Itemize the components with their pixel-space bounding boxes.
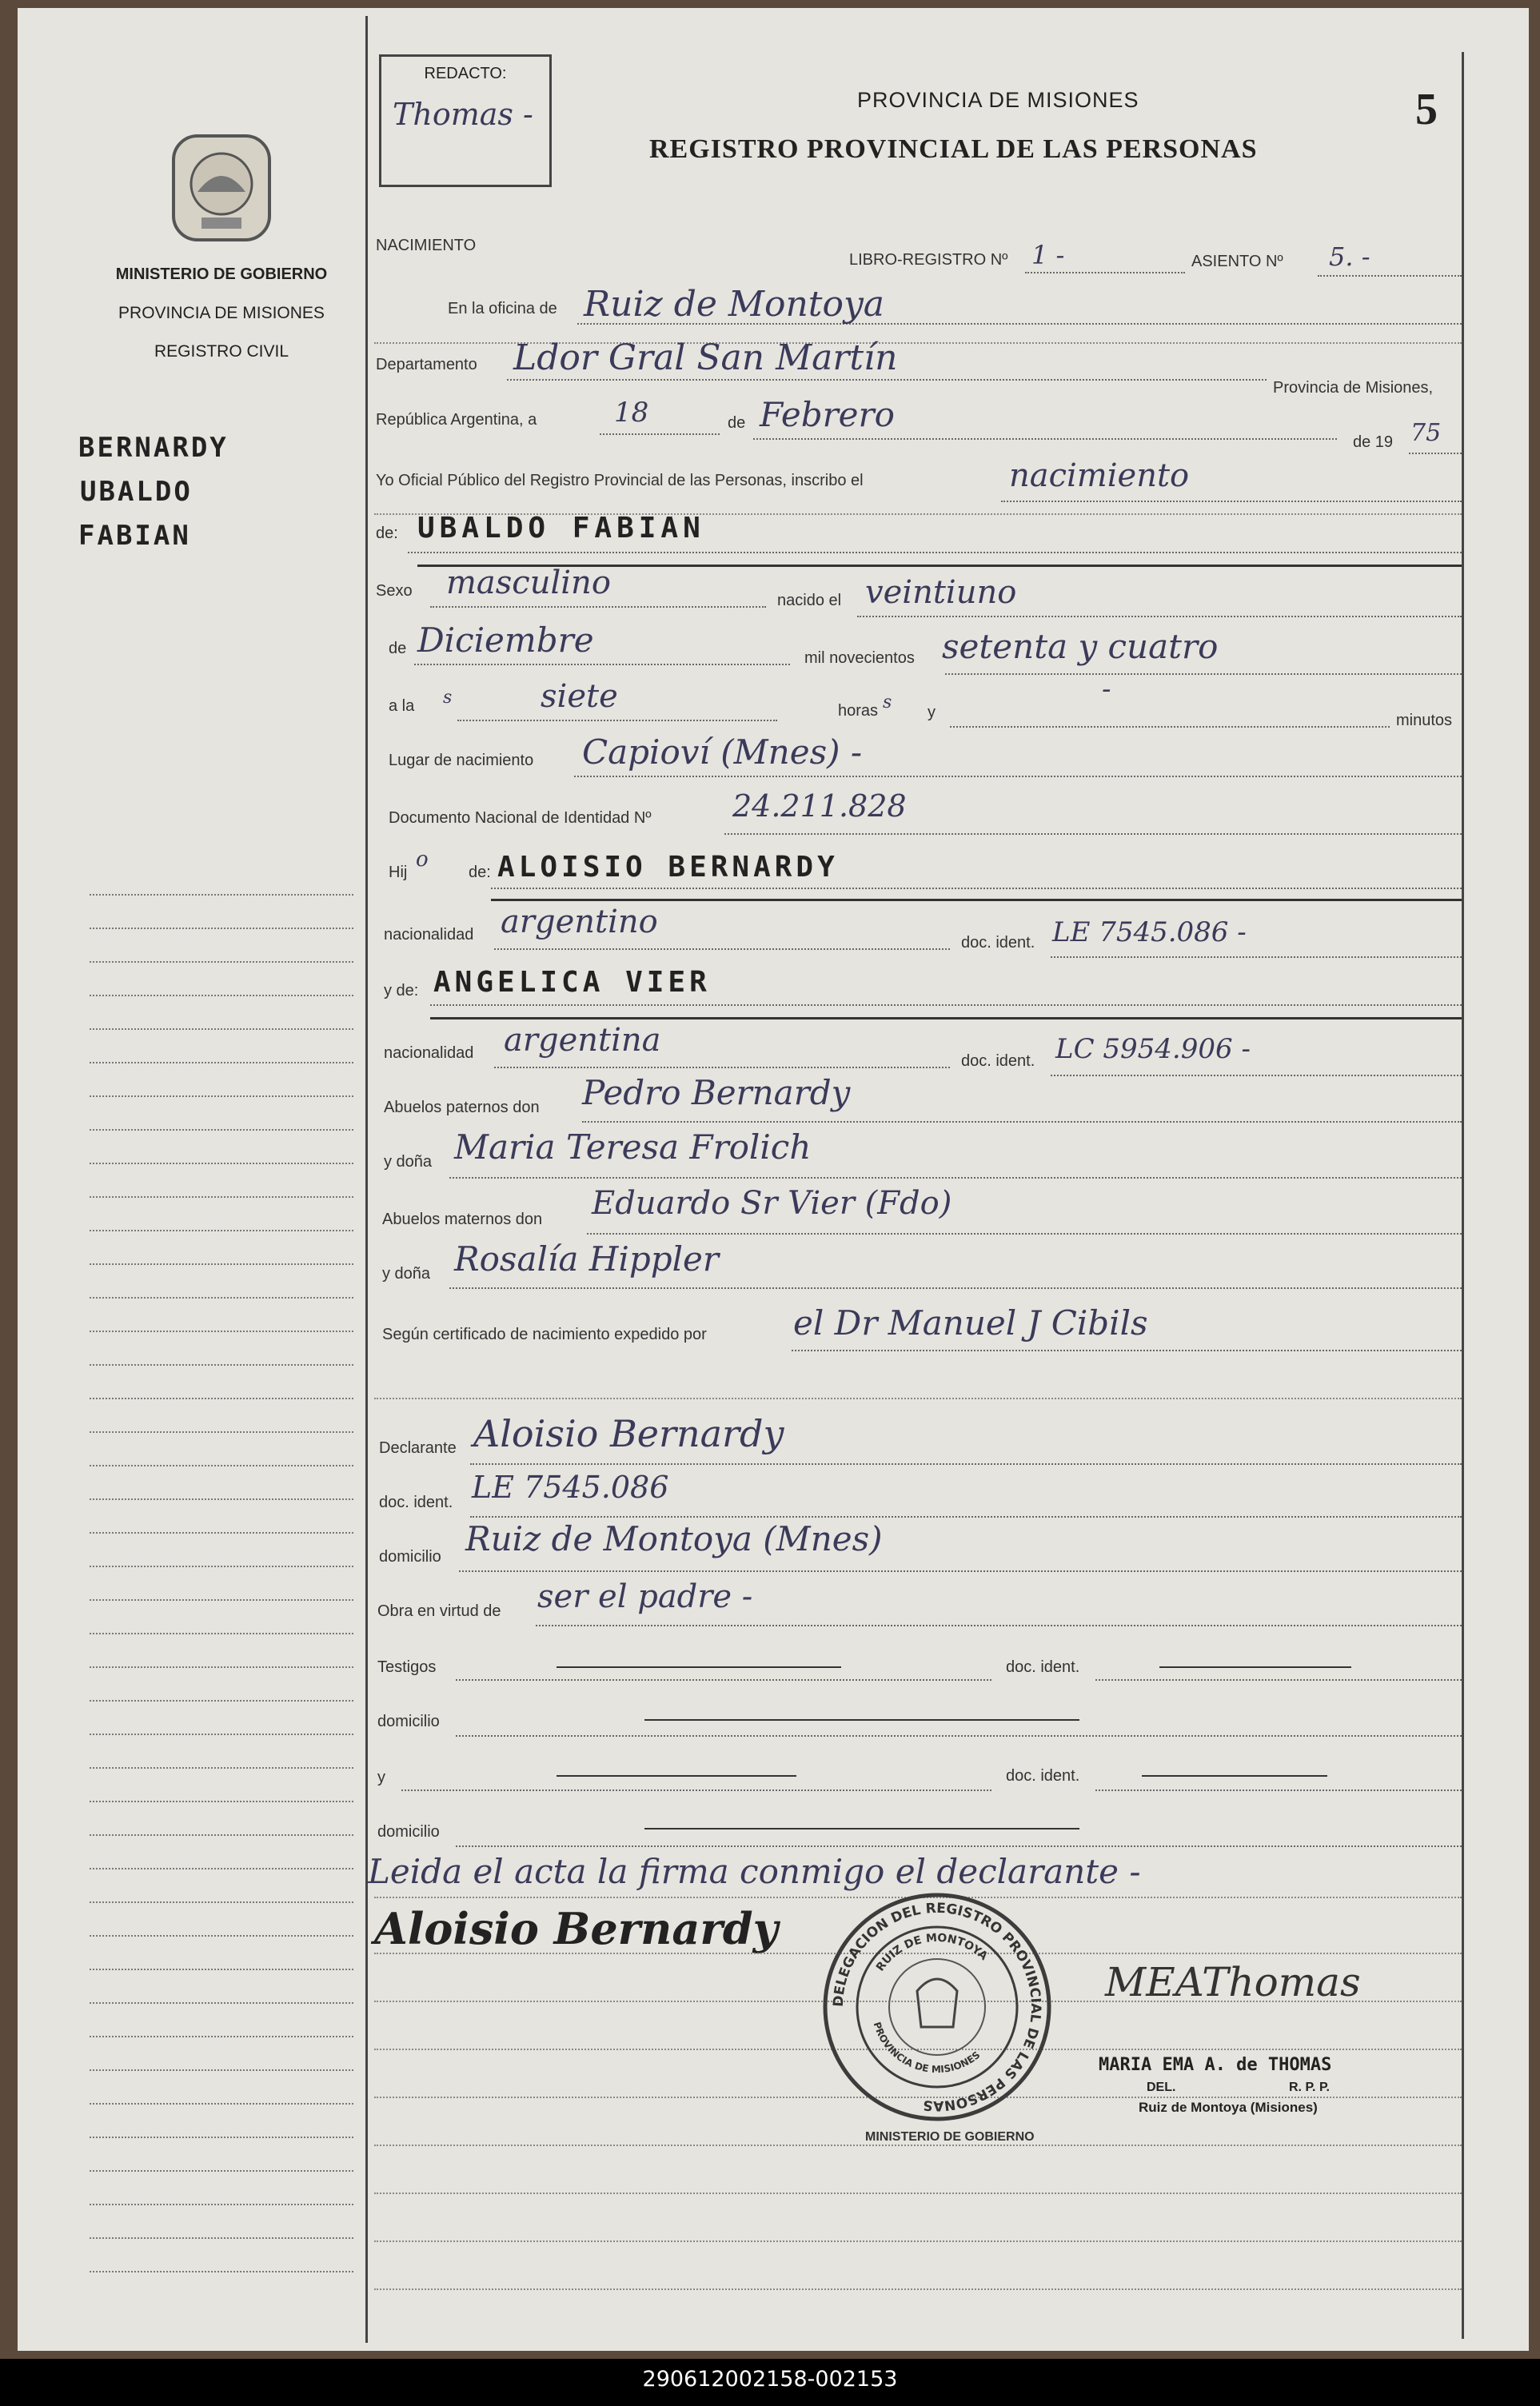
anio-nac-line — [945, 673, 1462, 675]
certificado-label: Según certificado de nacimiento expedido por — [382, 1326, 707, 1343]
oficina-label: En la oficina de — [448, 300, 557, 317]
hijo-label: Hij — [389, 864, 408, 881]
libro-value: 1 - — [1031, 240, 1065, 270]
mil-label: mil novecientos — [804, 649, 915, 667]
redacto-box — [379, 54, 552, 187]
nac-madre-label: nacionalidad — [384, 1044, 474, 1062]
nac-madre-line — [494, 1067, 950, 1068]
registry-seal — [817, 1887, 1057, 2127]
mes-nac-de-label: de — [389, 640, 407, 657]
seal-ministry-text: MINISTERIO DE GOBIERNO — [865, 2130, 1035, 2144]
declarante-value: Aloisio Bernardy — [473, 1412, 784, 1455]
ab-mat-value: Eduardo Sr Vier (Fdo) — [592, 1185, 952, 1222]
departamento-line — [507, 379, 1267, 381]
doc-madre-line — [1051, 1075, 1462, 1076]
testigos-label: Testigos — [377, 1658, 437, 1676]
asiento-line — [1318, 275, 1462, 277]
anio-line — [1409, 453, 1462, 454]
rule-9 — [374, 2145, 1462, 2146]
horas-s: s — [883, 692, 892, 712]
lugar-line — [574, 776, 1462, 777]
nombre-value: UBALDO FABIAN — [417, 512, 705, 545]
hijo-suffix: o — [416, 848, 429, 872]
doc-padre-line — [1051, 956, 1462, 958]
sidebar-province: PROVINCIA DE MISIONES — [118, 304, 325, 322]
anio-prefix: de 19 — [1353, 433, 1394, 451]
libro-line — [1025, 272, 1185, 273]
coat-of-arms-logo — [166, 128, 277, 248]
domicilio-line — [459, 1570, 1462, 1572]
dona-pat-label: y doña — [384, 1153, 433, 1171]
yo-oficial-text: Yo Oficial Público del Registro Provincial de las Personas, inscribo el — [376, 472, 864, 489]
declarante-label: Declarante — [379, 1439, 457, 1457]
doc-padre-value: LE 7545.086 - — [1052, 916, 1247, 948]
sexo-label: Sexo — [376, 582, 413, 600]
dni-value: 24.211.828 — [732, 788, 907, 824]
image-caption: 290612002158-002153 — [642, 2367, 898, 2392]
leida-text: Leida el acta la firma conmigo el declarante - — [368, 1852, 1141, 1891]
domicilio3-line — [456, 1845, 1462, 1847]
nacido-line — [857, 616, 1462, 617]
madre-y-de-label: y de: — [384, 982, 419, 1000]
dni-label: Documento Nacional de Identidad Nº — [389, 809, 652, 827]
inscribo-line — [1001, 501, 1462, 502]
doc-test-label: doc. ident. — [1006, 1658, 1080, 1676]
nacido-value: veintiuno — [865, 574, 1017, 611]
madre-value: ANGELICA VIER — [433, 966, 711, 999]
doc-test-solid-line — [1159, 1666, 1351, 1668]
a-las-label: a la — [389, 697, 415, 715]
ab-pat-line — [582, 1121, 1462, 1123]
oficina-value: Ruiz de Montoya — [584, 284, 885, 325]
sexo-line — [430, 606, 766, 608]
doc-decl-value: LE 7545.086 — [472, 1470, 669, 1505]
testigos-solid-line — [557, 1666, 841, 1668]
doc-test2-label: doc. ident. — [1006, 1767, 1080, 1785]
domicilio2-label: domicilio — [377, 1713, 440, 1730]
y2-solid-line — [557, 1775, 796, 1777]
sidebar-name-line3: FABIAN — [78, 520, 191, 552]
rule-10 — [374, 2193, 1462, 2194]
declarante-signature: Aloisio Bernardy — [374, 1903, 778, 1954]
padre-line — [491, 888, 1462, 889]
madre-line — [430, 1004, 1462, 1006]
certificado-line — [792, 1350, 1462, 1351]
doc-test2-line — [1095, 1790, 1462, 1791]
de-label: de — [728, 414, 746, 432]
doc-test2-solid-line — [1142, 1775, 1327, 1777]
obra-value: ser el padre - — [537, 1578, 753, 1615]
hora-line — [457, 720, 777, 721]
domicilio3-label: domicilio — [377, 1823, 440, 1841]
svg-text:DELEGACION DEL REGISTRO PROVIN — [831, 1901, 1043, 2113]
redacto-label: REDACTO: — [424, 65, 507, 82]
departamento-label: Departamento — [376, 356, 477, 373]
doc-decl-label: doc. ident. — [379, 1494, 453, 1511]
nacimiento-label: NACIMIENTO — [376, 237, 477, 254]
dona-mat-value: Rosalía Hippler — [454, 1239, 719, 1279]
nombre-de-label: de: — [376, 525, 398, 542]
rule-11 — [374, 2240, 1462, 2242]
lugar-label: Lugar de nacimiento — [389, 752, 534, 769]
document-page — [18, 8, 1529, 2351]
nac-padre-line — [494, 948, 950, 950]
sidebar-name-line1: BERNARDY — [78, 432, 229, 464]
doc-padre-label: doc. ident. — [961, 934, 1035, 952]
official-lugar: Ruiz de Montoya (Misiones) — [1139, 2100, 1318, 2115]
svg-text:PROVINCIA DE MISIONES — [872, 2021, 983, 2075]
redacto-value: Thomas - — [393, 97, 533, 132]
hora-value: siete — [541, 678, 618, 715]
official-del: DEL. — [1147, 2081, 1176, 2094]
header-registry: REGISTRO PROVINCIAL DE LAS PERSONAS — [649, 134, 1258, 164]
y-label: y — [928, 704, 936, 721]
mes-nac-value: Diciembre — [417, 620, 594, 660]
rule-3 — [374, 1398, 1462, 1399]
anio-nac-value: setenta y cuatro — [942, 627, 1219, 666]
certificado-value: el Dr Manuel J Cibils — [793, 1303, 1148, 1343]
asiento-value: 5. - — [1329, 241, 1370, 272]
dona-pat-value: Maria Teresa Frolich — [454, 1127, 812, 1167]
lugar-value: Capioví (Mnes) - — [582, 732, 863, 772]
nac-padre-label: nacionalidad — [384, 926, 474, 944]
official-rpp: R. P. P. — [1289, 2081, 1330, 2094]
horas-label: horas — [838, 702, 879, 720]
a-las-s: s — [443, 688, 453, 708]
ab-pat-label: Abuelos paternos don — [384, 1099, 540, 1116]
seal-bottom-text: PROVINCIA DE MISIONES — [871, 2021, 983, 2076]
dona-mat-line — [449, 1287, 1462, 1289]
doc-madre-label: doc. ident. — [961, 1052, 1035, 1070]
nac-madre-value: argentina — [504, 1022, 661, 1059]
declarante-line — [470, 1463, 1462, 1465]
padre-value: ALOISIO BERNARDY — [497, 851, 839, 884]
dash-mark: - — [1102, 673, 1111, 705]
header-province: PROVINCIA DE MISIONES — [857, 88, 1139, 112]
padre-de-label: de: — [469, 864, 491, 881]
anio-value: 75 — [1410, 419, 1442, 447]
seal-inner-text: RUIZ DE MONTOYA — [873, 1931, 991, 1974]
official-signature: MEAThomas — [1105, 1959, 1361, 2005]
ab-mat-line — [587, 1233, 1462, 1235]
dona-pat-line — [449, 1177, 1462, 1179]
mes-nac-line — [414, 664, 790, 665]
obra-label: Obra en virtud de — [377, 1602, 501, 1620]
seal-outer-text: DELEGACION DEL REGISTRO PROVINCIAL DE LAS PERSONAS — [830, 1900, 1044, 2114]
right-column-border — [1462, 52, 1464, 2339]
sidebar-name-line2: UBALDO — [80, 476, 193, 508]
doc-test-line — [1095, 1679, 1462, 1681]
dona-mat-label: y doña — [382, 1265, 431, 1283]
y2-label: y — [377, 1769, 385, 1786]
dia-value: 18 — [614, 397, 649, 429]
doc-madre-value: LC 5954.906 - — [1055, 1033, 1251, 1065]
nac-padre-value: argentino — [501, 904, 658, 940]
domicilio2-line — [456, 1735, 1462, 1737]
page-number: 5 — [1415, 85, 1438, 134]
asiento-label: ASIENTO Nº — [1191, 253, 1283, 270]
svg-text:RUIZ DE MONTOYA — [874, 1932, 990, 1974]
domicilio2-solid-line — [644, 1719, 1079, 1721]
provincia-suffix: Provincia de Misiones, — [1273, 379, 1434, 397]
sidebar-ministry: MINISTERIO DE GOBIERNO — [115, 265, 328, 283]
nombre-line — [408, 552, 1462, 553]
ab-mat-label: Abuelos maternos don — [382, 1211, 543, 1228]
obra-line — [536, 1625, 1462, 1626]
madre-solid-line — [430, 1017, 1462, 1019]
sexo-value: masculino — [446, 565, 611, 601]
domicilio3-solid-line — [644, 1828, 1079, 1829]
mes-value: Febrero — [760, 395, 895, 434]
dni-line — [724, 833, 1462, 835]
republica-label: República Argentina, a — [376, 411, 537, 429]
official-name: MARIA EMA A. de THOMAS — [1099, 2055, 1332, 2075]
dia-line — [600, 433, 720, 435]
departamento-value: Ldor Gral San Martín — [513, 337, 898, 378]
nacido-label: nacido el — [777, 592, 842, 609]
libro-label: LIBRO-REGISTRO Nº — [849, 251, 1008, 269]
rule-12 — [374, 2288, 1462, 2290]
padre-solid-line — [491, 899, 1462, 901]
sidebar-registry: REGISTRO CIVIL — [154, 342, 289, 361]
left-column-border — [365, 16, 368, 2343]
ab-pat-value: Pedro Bernardy — [582, 1073, 851, 1112]
testigos-line — [456, 1679, 991, 1681]
minutos-line — [950, 726, 1390, 728]
doc-decl-line — [470, 1516, 1462, 1518]
domicilio-value: Ruiz de Montoya (Mnes) — [465, 1519, 883, 1558]
domicilio-label: domicilio — [379, 1548, 441, 1566]
mes-line — [753, 438, 1337, 440]
y2-line — [401, 1790, 991, 1791]
minutos-label: minutos — [1396, 712, 1453, 729]
inscribo-value: nacimiento — [1009, 457, 1190, 494]
